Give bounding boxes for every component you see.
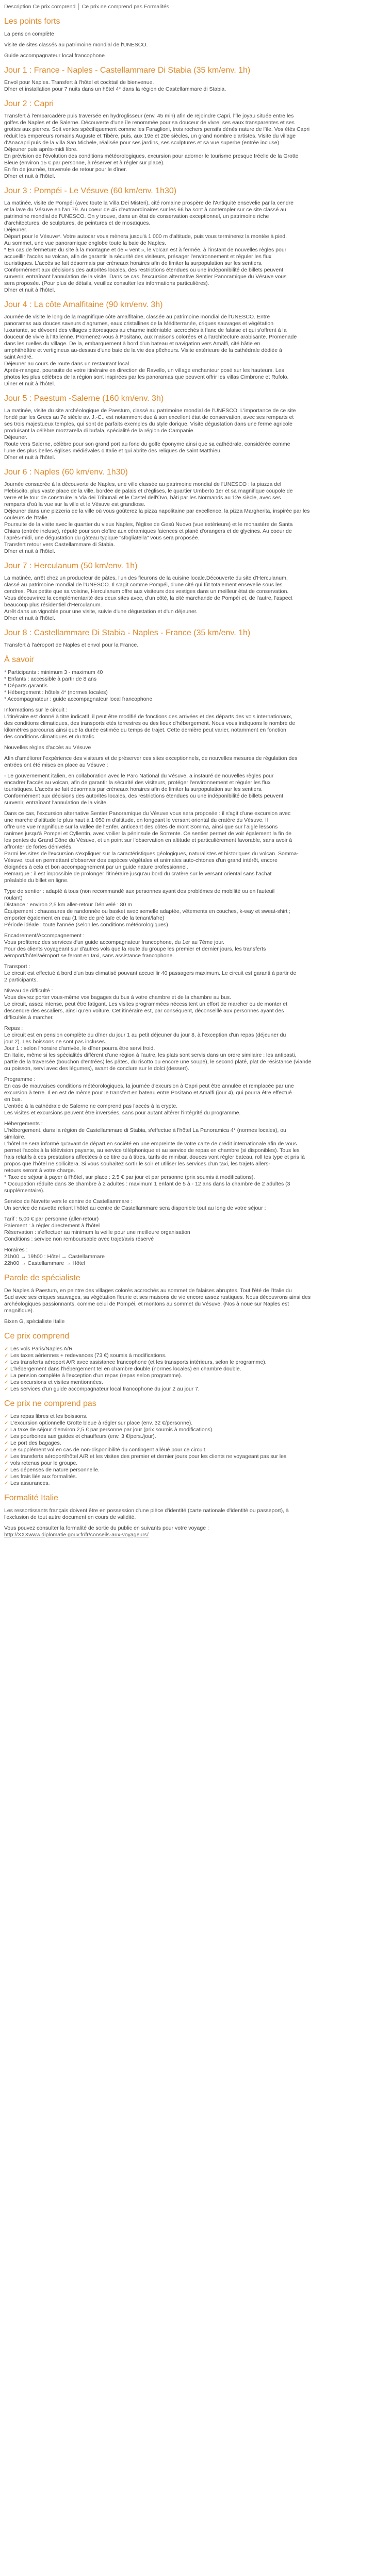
a-savoir-heading: À savoir: [4, 655, 34, 664]
text-line: Plebiscito, plus vaste place de la ville, bordée de palais et d'églises, le quartier Umberto 1er et sa magnifique coupole de: [4, 488, 293, 494]
text-line: remparts d'où la vue sur la ville et le Vésuve est grandiose.: [4, 501, 145, 507]
breadcrumb[interactable]: Description Ce prix comprend │ Ce prix ne comprend pas Formalités: [4, 4, 169, 10]
text-line: * En cas de fermeture du site à la montagne et de « vent », le volcan est à fermée, à l'instant de nouvelles règles pour: [4, 247, 287, 253]
day-heading: Jour 8 : Castellammare Di Stabia - Naples - France (35 km/env. 1h): [4, 629, 251, 637]
points-forts-item: Guide accompagnateur local francophone: [4, 53, 105, 59]
text-line: douceur de vivre à l'Italienne. Promenez-vous à Positano, aux maisons colorées et à l'architecture arabisante. Promenade: [4, 334, 297, 340]
list-item: ✓ vols retenus pour le groupe.: [4, 1460, 387, 1467]
formalite-link-text: [4, 1525, 387, 1538]
text-line: * Participants : minimum 3 - maximum 40: [4, 669, 103, 675]
text-line: amphithéâtre et vertigineux au-dessus d'une baie de la vie des pêcheurs. Visite extérieure de la cathédrale dédiée à: [4, 347, 282, 353]
text-line: produisant la célèbre mozzarella di bufala, spécialité de la région de Campanie.: [4, 428, 195, 434]
text-line: Dîner et nuit à l'hôtel.: [4, 548, 55, 554]
text-line: En Italie, même si les spécialités diffèrent d'une région à l'autre, les plats sont servis dans un ordre similaire : les antipasti,: [4, 1052, 297, 1058]
text-line: La matinée, arrêt chez un producteur de pâtes, l'un des fleurons de la cuisine locale.Découverte du site d'Herculanum,: [4, 575, 288, 581]
text-line: Journée consacrée à la découverte de Naples, une ville classée au patrimoine mondial de l'UNESCO : la piazza del: [4, 481, 282, 487]
text-line: En fin de journée, traversée de retour pour le dîner.: [4, 166, 127, 173]
text-line: Réservation : s'effectuer au minimum la veille pour une meilleure organisation: [4, 1229, 190, 1235]
text-line: accueillir l'accès au volcan, afin de garantir la sécurité des visiteurs, présager l'environnement et réguler les flux: [4, 253, 272, 260]
text-line: retours seront à votre charge.: [4, 1167, 75, 1174]
text-line: Dîner et installation pour 7 nuits dans un hôtel 4* dans la région de Castellammare di Stabia.: [4, 86, 226, 92]
list-item: ✓ L'excursion optionnelle Grotte bleue à régler sur place (env. 32 €/personne).: [4, 1420, 387, 1427]
text-line: Programme :: [4, 1076, 36, 1082]
text-line: Distance : environ 2,5 km aller-retour Dénivelé : 80 m: [4, 902, 133, 908]
text-line: Vésuve, tout en permettant d'observer des espèces végétales et animales auto-chtones d'un grand intérêt, encore: [4, 857, 278, 863]
text-line: Dîner et nuit à l'hôtel.: [4, 287, 55, 293]
text-line: couleurs de l'Italie.: [4, 515, 49, 521]
text-line: sera proposée. (Pour plus de détails, veuillez consulter les informations particulières).: [4, 280, 209, 286]
text-line: Afin d'améliorer l'expérience des visiteurs et de préserver ces sites exceptionnels, de nouvelles mesures de régulation des: [4, 755, 298, 761]
day-description: [4, 575, 387, 622]
text-line: ou poisson, servi avec des légumes), avant de conclure sur le dolci (dessert).: [4, 1065, 189, 1072]
ce-prix-comprend-heading: Ce prix comprend: [4, 1332, 70, 1341]
text-line: Le circuit est effectué à bord d'un bus climatisé pouvant accueillir 40 passagers maximum. Le circuit est garanti à partir de: [4, 970, 297, 976]
ce-prix-ne-comprend-pas-list: [4, 1413, 387, 1487]
text-line: difficultés à marcher.: [4, 1014, 54, 1021]
text-line: roulant): [4, 895, 23, 901]
day-description: [4, 113, 387, 180]
day-heading: Jour 2 : Capri: [4, 99, 54, 108]
a-savoir-paragraph: [4, 1216, 387, 1243]
a-savoir-paragraph: [4, 988, 387, 1021]
text-line: une marche d'altitude le plus haut à 1 050 m d'altitude, en longeant le versant oriental du cratère du Vésuve. Il: [4, 817, 268, 823]
text-line: Transfert retour vers Castellammare di Stabia.: [4, 541, 115, 548]
day-description: [4, 481, 387, 555]
a-savoir-paragraph: [4, 773, 387, 806]
list-item: ✓ Les taxes aériennes + redevances (73 €) soumis à modifications.: [4, 1352, 387, 1359]
list-item: ✓ Les repas libres et les boissons.: [4, 1413, 387, 1420]
day-heading: Jour 6 : Naples (60 km/env. 1h30): [4, 468, 128, 477]
list-item: ✓ Les pourboires aux guides et chauffeurs (env. 3 €/pers./jour).: [4, 1433, 387, 1440]
a-savoir-paragraph: [4, 744, 387, 751]
text-line: * Occupation réduite dans 3e chambre à 2 adultes : maximum 1 enfant de 5 à - 12 ans dans la chambre de 2 adultes (3: [4, 1181, 290, 1187]
text-line: touristiques. L'accès se fait désormais par créneaux horaires afin de limiter la surpopulation sur les sentiers.: [4, 786, 263, 792]
text-line: frais relatifs à ces prestations affectées à ce titre ou à titres, tarifs de minibar, douces vont régler bateau, roll tes type et pris là: [4, 1154, 305, 1160]
ce-prix-ne-comprend-pas-heading: Ce prix ne comprend pas: [4, 1399, 96, 1408]
a-savoir-paragraph: [4, 1076, 387, 1116]
text-line: des conditions climatiques, des transports etés terrestres ou des lieux d'hébergement. Nous vous indiquons le nombre de: [4, 720, 296, 726]
text-line: golfes de Naples et de Salerne. Découverte d'une île renommée pour sa douceur de vivre, ses eaux transparentes et ses: [4, 120, 295, 126]
a-savoir-paragraph: [4, 755, 387, 769]
text-line: Service de Navette vers le centre de Castellammare :: [4, 1198, 133, 1205]
text-line: panoramas aux douces saveurs d'agrumes, eaux cristallines de la Méditerranée, criques sauvages et végétation: [4, 320, 274, 327]
text-line: Déjeuner.: [4, 227, 27, 233]
a-savoir-paragraph: [4, 1025, 387, 1072]
text-line: d'architectures, de sculptures, de peintures et de mosaïques.: [4, 220, 151, 226]
text-line: La matinée, visite de Pompéi (avec toute la Villa Dei Misteri), cité romaine prospère de l'Antiquité ensevelie par la cendre: [4, 200, 294, 206]
day-heading: Jour 7 : Herculanum (50 km/env. 1h): [4, 562, 138, 570]
text-line: Poursuite de la visite avec le quartier du vieux Naples, l'église de Gesù Nuovo (vue extérieure) et le monastère de Santa: [4, 521, 293, 528]
parole-heading: Parole de spécialiste: [4, 1274, 80, 1282]
text-line: Route vers Salerne, célèbre pour son grand port au fond du golfe éponyme ainsi que sa cathédrale, considérée comme: [4, 441, 290, 447]
text-line: Informations sur le circuit :: [4, 707, 68, 713]
points-forts-item: La pension complète: [4, 31, 54, 37]
text-line: les pentes du Grand Cône du Vésuve, et un point sur l'observation en altitude et particulièrement favorable, sans avoir à: [4, 837, 292, 843]
text-line: 21h00 → 19h00 : Hôtel → Castellammare: [4, 1253, 105, 1260]
text-line: dans les ruelles du village. De la, embarquement à bord d'un bateau et navigation vers Amalfi, cité bâtie en: [4, 341, 260, 347]
text-line: Déjeuner dans une pizzeria de la ville où vous goûterez la pizza napolitaine par excellence, la pizza Margherita, inspirée par les: [4, 508, 310, 514]
text-line: En cas de mauvaises conditions météorologiques, la journée d'excursion à Capri peut être annulée et remplacée par une: [4, 1083, 294, 1089]
text-line: Hébergements :: [4, 1121, 43, 1127]
text-line: Vous devrez porter vous-même vos bagages du bus à votre chambre et de la chambre au bus.: [4, 994, 232, 1001]
text-line: Vous découvrirez la complémentarité des deux sites avec, d'un côté, la cité marchande de Pompéi et, de l'autre, l'aspect: [4, 595, 292, 601]
formalite-text: [4, 1507, 387, 1521]
text-line: Équipement : chaussures de randonnée ou basket avec semelle adaptée, vêtements en couches, k-way et sweat-shirt ;: [4, 908, 291, 914]
list-item: ✓ Les vols Paris/Naples A/R: [4, 1346, 387, 1352]
day-description: [4, 408, 387, 461]
text-line: Parmi les sites de l'excursion s'expliquer sur la caractéristiques géologiques, naturalistes et historiques du volcan. Somma-: [4, 851, 299, 857]
text-line: touristiques. L'accès se fait désormais par créneaux horaires afin de limiter la surpopulation sur les sentiers.: [4, 260, 263, 266]
day-heading: Jour 4 : La côte Amalfitaine (90 km/env. 3h): [4, 300, 163, 309]
text-line: Remarque : il est impossible de prolonger l'itinéraire jusqu'au bord du cratère sur le versant oriental sans l'achat: [4, 871, 272, 877]
text-line: Type de sentier : adapté à tous (non recommandé aux personnes ayant des problèmes de mobilité ou en fauteuil: [4, 888, 275, 894]
text-line: Chiara (entrée incluse), réputé pour son cloître aux céramiques faiences et plané d'orangers et de glycines. Au coeur de: [4, 528, 292, 534]
text-line: Un service de navette reliant l'hôtel au centre de Castellammare sera disponible tout au long de votre séjour :: [4, 1205, 266, 1211]
list-item: ✓ Les assurances.: [4, 1480, 387, 1487]
text-line: Conditions : service non remboursable avec trajet/avis réservé: [4, 1236, 154, 1242]
day-description: [4, 79, 387, 93]
a-savoir-paragraph: [4, 963, 387, 984]
text-line: cendres. Plus petite que sa voisine, Herculanum offre aux visiteurs des vestiges dans un meilleur état de conservation.: [4, 588, 289, 595]
text-line: survenir, entraînant l'annulation de la visite.: [4, 800, 108, 806]
text-line: encadrer l'accès au volcan, afin de garantir la sécurité des visiteurs, protéger l'environnement et réguler les flux: [4, 779, 271, 786]
text-line: Le circuit est en pension complète du dîner du jour 1 au petit déjeuner du jour 8, à l'exception d'un repas (déjeuner du: [4, 1032, 286, 1038]
text-line: De Naples à Paestum, en peintre des villages colorés accrochés au sommet de falaises abruptes. Tout l'été de l'Italie du: [4, 1287, 292, 1294]
text-line: Au sommet, une vue panoramique englobe toute la baie de Naples.: [4, 240, 167, 246]
day-description: [4, 200, 387, 294]
text-line: Envol pour Naples. Transfert à l'hôtel et cocktail de bienvenue.: [4, 79, 154, 86]
a-savoir-paragraph: [4, 933, 387, 959]
text-line: entrées ont été mises en place au Vésuve :: [4, 762, 108, 768]
list-item: ✓ Le port des bagages.: [4, 1440, 387, 1447]
text-line: partie de la traversée (bouchon d'entrées) les pâtes, du risotto ou encore une soupe), le second platé, plat de résistance (viande: [4, 1059, 312, 1065]
a-savoir-paragraph: [4, 669, 387, 703]
text-line: Dîner et nuit à l'hôtel.: [4, 454, 55, 461]
text-line: * Enfants : accessible à partir de 8 ans: [4, 676, 97, 682]
list-item: ✓ Les transferts aéroport A/R avec assistance francophone (et les transports intérieurs, selon le programme).: [4, 1359, 387, 1366]
text-line: Conformément aux décisions des autorités locales, des restrictions étendues ou une indéponibilité de billets peuvent: [4, 793, 284, 799]
text-line: supplémentaire).: [4, 1188, 45, 1194]
text-line: Conformément aux décisions des autorités locales, des restrictions étendues ou une indéponibilité de billets peuvent: [4, 267, 284, 273]
text-line: * Hébergement : hôtels 4* (normes locales): [4, 689, 108, 696]
text-line: Dîner et nuit à l'hôtel.: [4, 615, 55, 621]
text-line: Paiement : à régler directement à l'hôtel: [4, 1223, 100, 1229]
text-line: excursion à terre. Il en est de même pour le transfert en bateau entre Positano et Amalfi (jour 4), qui pourra être effectué: [4, 1090, 292, 1096]
text-line: Déjeuner.: [4, 434, 27, 440]
text-line: Bleue (environ 15 € par personne, à réserver et à régler sur place).: [4, 160, 165, 166]
text-line: en bus.: [4, 1096, 22, 1103]
day-description: [4, 642, 387, 649]
day-description: [4, 314, 387, 387]
text-line: offre une vue magnifique sur la vallée de l'Enfer, anticeant des côtes de mont Somma, ainsi que sur l'aigle lessons: [4, 824, 278, 830]
text-line: préalable du billet en ligne.: [4, 877, 69, 884]
text-line: Vous profiterez des services d'un guide accompagnateur francophone, du 1er au 7ème jour.: [4, 939, 224, 945]
text-line: emporter également en eau (1 litre de pré taïe et de la tenant/laïre): [4, 915, 165, 921]
list-item: ✓ Les transferts aéroport/hôtel A/R et les visites des premier et dernier jours pour les clients ne voyageant pas sur les: [4, 1453, 387, 1460]
text-line: magnifique).: [4, 1308, 34, 1314]
text-line: d'Anacapri puis de la villa San Michele, réalisée pour ses jardins, ses sculptures et sa vue superbe (entrée incluse).: [4, 140, 281, 146]
text-line: permet l'accès à la télévision payante, au service téléphonique et au service de repas en chambre (si disponibles). Tous les: [4, 1147, 300, 1154]
points-forts-heading: Les points forts: [4, 17, 60, 26]
text-line: saint André.: [4, 354, 33, 360]
text-line: Niveau de difficulté :: [4, 988, 53, 994]
text-line: L'entrée à la cathédrale de Salerne ne comprend pas l'accès à la crypte.: [4, 1103, 178, 1109]
text-line: Déjeuner puis après-midi libre.: [4, 146, 78, 152]
formalite-heading: Formalité Italie: [4, 1494, 58, 1502]
points-forts-item: Visite de sites classés au patrimoine mondial de l'UNESCO.: [4, 42, 148, 48]
a-savoir-paragraph: [4, 888, 387, 928]
text-line: Encadrement/Accompagnement :: [4, 933, 85, 939]
text-line: Après-mangez, poursuite de votre itinéraire en direction de Ravello, un village enchanteur posé sur les hauteurs. Les: [4, 367, 284, 374]
parole-signature: Bixen G, spécialiste Italie: [4, 1318, 65, 1325]
list-item: ✓ Le supplément vol en cas de non-disponibilité du contingent alléué pour ce circuit.: [4, 1447, 387, 1453]
formalite-line: Les ressortissants français doivent être en possession d'une pièce d'identité (carte nationale d'identité ou passeport), à: [4, 1507, 289, 1514]
text-line: éloignées à cela et bon accompagnement par un guide nature professionnel.: [4, 864, 188, 870]
text-line: Nouvelles règles d'accès au Vésuve: [4, 744, 91, 751]
text-line: classé au patrimoine mondial de l'UNESCO. Il s'agit comme Pompéi, d'une cité qui fût totalement ensevelie sous les: [4, 582, 283, 588]
text-line: l'une des plus belles églises médiévales d'Italie et qui abrite des reliques de saint Matthieu.: [4, 448, 222, 454]
text-line: jour 2). Les boissons ne sont pas incluses.: [4, 1039, 106, 1045]
text-line: Arrêt dans un vignoble pour une visite, suivie d'une dégustation et d'un déjeuner.: [4, 608, 198, 615]
text-line: Dîner et nuit à l'hôtel.: [4, 381, 55, 387]
text-line: Transfert à l'aéroport de Naples et envol pour la France.: [4, 642, 139, 648]
a-savoir-paragraph: [4, 1198, 387, 1212]
text-line: L'itinéraire est donné à titre indicatif, il peut être modifié de fonctions des arrivées et des départs des vols internationaux,: [4, 714, 292, 720]
text-line: patrimoine mondial de l'UNESCO. On y trouve, dans un état de conservation exceptionnel, un patrimoine riche: [4, 213, 269, 219]
text-line: kilomètres parcourus ainsi que la durée estimée du temps de trajet. Cette dernière peut varier, notamment en fonction: [4, 727, 286, 733]
formalite-line: Vous pouvez consulter la formalité de sortie du public en suivants pour votre voyage :: [4, 1525, 209, 1531]
text-line: * Taxe de séjour à payer à l'hôtel, sur place : 2,5 € par jour et par personne (prix soumis à modifications).: [4, 1174, 255, 1180]
text-line: verre et le tour de construire la Via dei Tribunali et le Castel dell'Ovo, bâti par les Normands au 12e siècle, avec ses: [4, 495, 281, 501]
text-line: En prévision de l'évolution des conditions météorologiques, excursion pour adorner le tourisme presque Iréelle de la Grotte: [4, 153, 299, 159]
a-savoir-section: [4, 669, 387, 1267]
text-line: Sud avec ses criques sauvages, sa végétation fleurie et ses maisons de vie encore assez rustiques. Nous découvrons ainsi des: [4, 1294, 311, 1300]
text-line: similaire.: [4, 1134, 26, 1140]
text-line: 22h00 → Castellammare → Hôtel: [4, 1260, 85, 1266]
text-line: * Accompagnateur : guide accompagnateur local francophone: [4, 696, 153, 702]
itinerary: [4, 65, 387, 649]
text-line: des conditions climatiques et du trafic.: [4, 734, 96, 740]
a-savoir-paragraph: [4, 810, 387, 884]
text-line: ranimes jusqu'à Pompei et Cyllentin, avec voilier la péninsule de Sorrente. Ce sentier permet de voir également la fin de: [4, 831, 292, 837]
text-line: Pour des clients voyageant sur d'autres vols que la route du groupe les premier et dernier jours, les transferts: [4, 946, 266, 952]
text-line: L'hébergement, dans la région de Castellammare di Stabia, s'effectue à l'hôtel La Panoramica 4* (normes locales), ou: [4, 1127, 286, 1133]
text-line: Tarif : 5,00 € par personne (aller-retour): [4, 1216, 99, 1222]
a-savoir-paragraph: [4, 1247, 387, 1267]
text-line: La matinée, visite du site archéologique de Paestum, classé au patrimoine mondial de l'UNESCO. L'importance de ce site: [4, 408, 296, 414]
text-line: Repas :: [4, 1025, 23, 1031]
a-savoir-paragraph: [4, 707, 387, 740]
list-item: ✓ La taxe de séjour d'environ 2,5 € par personne par jour (prix soumis à modifications).: [4, 1427, 387, 1433]
text-line: * Départs garantis: [4, 683, 48, 689]
list-item: ✓ L'hébergement dans l'hébergement tel en chambre double (normes locales) en chambre double.: [4, 1366, 387, 1372]
text-line: propos que l'hôtel ne sollicitera. Si vous souhaitez sortir le soir et utiliser les services d'un taxi, les trajets allers-: [4, 1161, 270, 1167]
text-line: Transfert à l'embarcadère puis traversée en hydroglisseur (env. 45 min) afin de rejoindre Capri, l'île joyau située entre les: [4, 113, 294, 119]
a-savoir-paragraph: [4, 1121, 387, 1194]
text-line: Transport :: [4, 963, 30, 970]
text-line: survenir, entraînant l'annulation de la visite. Dans ce cas, l'excursion alternative Sentier Panoramique du Vésuve vous: [4, 274, 287, 280]
day-heading: Jour 5 : Paestum -Salerne (160 km/env. 3h): [4, 394, 164, 403]
text-line: L'hôtel ne sera informé qu'avant de départ en société en une empreinte de votre carte de crédit internationale afin de vous: [4, 1141, 297, 1147]
text-line: aéroport/hôtel/aéroport se feront en taxi, sans assistance francophone.: [4, 953, 174, 959]
text-line: Journée de visite le long de la magnifique côte amalfitaine, classée au patrimoine mondial de l'UNESCO. Entre: [4, 314, 270, 320]
text-line: Jour 1 : selon l'horaire d'arrivée, le dîner pourra être servi froid.: [4, 1045, 155, 1052]
list-item: ✓ Les dépenses de nature personnelle.: [4, 1467, 387, 1473]
day-heading: Jour 1 : France - Naples - Castellammare Di Stabia (35 km/env. 1h): [4, 66, 251, 75]
text-line: et la lave du Vésuve en l'an 79. Au coeur de 45 d'extraordinaires sur les 66 ha sont à contempler sur ce site classé au: [4, 207, 286, 213]
text-line: Déjeuner au cours de route dans un restaurant local.: [4, 361, 131, 367]
text-line: l'après-midi, une dégustation du gâteau typique "sfogliatella" vous sera proposée.: [4, 535, 200, 541]
text-line: grottes aux pierres. Soit ventes spécifiquement comme les Faraglioni, trois rochers pensifs dénés nature de l'île. Vos étés Capri: [4, 126, 310, 132]
text-line: - Le gouvernement italien, en collaboration avec le Parc National du Vésuve, a instauré de nouvelles règles pour: [4, 773, 274, 779]
ce-prix-comprend-list: [4, 1346, 387, 1393]
day-heading: Jour 3 : Pompéi - Le Vésuve (60 km/env. 1h30): [4, 187, 177, 195]
list-item: ✓ Les frais liés aux formalités.: [4, 1473, 387, 1480]
list-item: ✓ Les services d'un guide accompagnateur local francophone du jour 2 au jour 7.: [4, 1386, 387, 1393]
text-line: Période idéale : toute l'année (selon les conditions météorologiques): [4, 922, 168, 928]
text-line: Le circuit, assez intense, peut être fatigant. Les visites programmées nécessitent un effort de marcher ou de monter et: [4, 1001, 288, 1007]
text-line: Les visites et excursions peuvent être inversées, sans pour autant altérer l'intégrité du programme.: [4, 1110, 241, 1116]
text-line: 2 participants.: [4, 977, 38, 983]
text-line: photos les plus célèbres de la région sont inspirées par les panoramas que peuvent offrir les villas Cimbrone et Rufolo.: [4, 374, 289, 380]
diplomatie-link[interactable]: http://XXXwww.diplomatie.gouv.fr/fr/conseils-aux-voyageurs/: [4, 1532, 149, 1538]
text-line: luxuriante, se dévoent des villages pittoresques au charme indéniable, accrochés à flanc de falaise et qui s'offrent à la: [4, 327, 287, 333]
parole-text: [4, 1287, 387, 1314]
text-line: fondé par les Grecs au 7e siècle av. J.-C., est notamment due à son excellent état de conservation, avec ses remparts et: [4, 414, 294, 420]
text-line: Départ pour le Vésuve*. Votre autocar vous mènera jusqu'à 1 000 m d'altitude, puis vous terminerez la montée à pied.: [4, 233, 287, 240]
text-line: archéologiques passionnants, comme celui de Pompéi, et montons au sommet du Vésuve. (Nos à noue sur Naples est: [4, 1301, 289, 1307]
list-item: ✓ La pension complète à l'exception d'un repas (repas selon programme).: [4, 1372, 387, 1379]
formalite-line: l'exclusion de tout autre document en cours de validité.: [4, 1514, 136, 1520]
text-line: ses trois majestueux temples, qui sont de parfaits exemples du style dorique. Visite dégustation dans une ferme agricole: [4, 421, 292, 427]
text-line: affronter de fortes dénivelés.: [4, 844, 73, 850]
points-forts-list: [4, 31, 387, 59]
list-item: ✓ Les excursions et visites mentionnées.: [4, 1379, 387, 1386]
text-line: descendre des escaliers, ainsi qu'en voiture. Cet itinéraire est, par conséquent, déconseillé aux personnes ayant des: [4, 1008, 284, 1014]
text-line: Dîner et nuit à l'hôtel.: [4, 173, 55, 179]
text-line: réduit les empereurs romains Auguste et Tibère, puis, aux 19e et 20e siècles, un grand nombre d'artistes. Visite du village: [4, 133, 296, 139]
text-line: Dans ce cas, l'excursion alternative Sentier Panoramique du Vésuve vous sera proposée : il s'agit d'une excursion avec: [4, 810, 291, 817]
text-line: Horaires :: [4, 1247, 28, 1253]
text-line: beaucoup plus résidentiel d'Herculanum.: [4, 602, 102, 608]
